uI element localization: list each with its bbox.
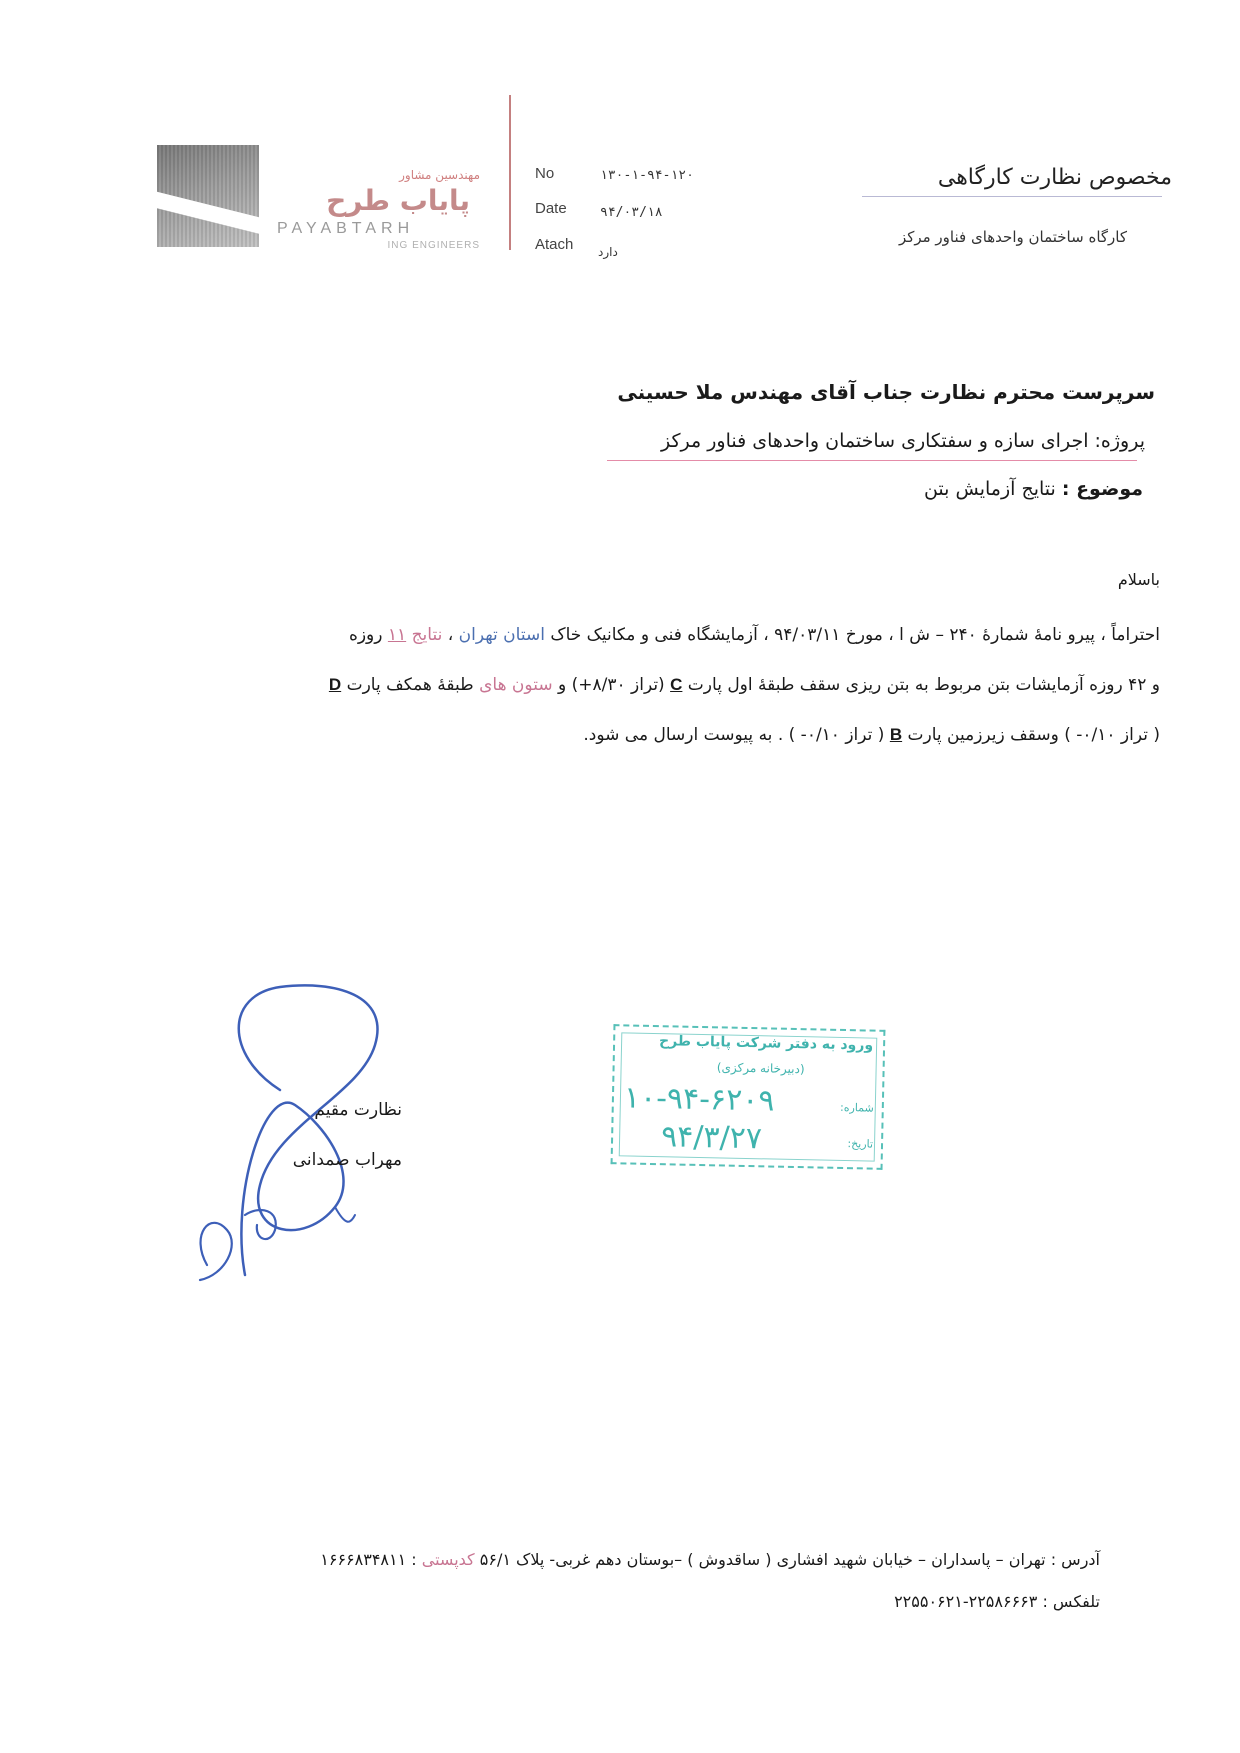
footer-postcode-value: : ۱۶۶۶۸۳۴۸۱۱ bbox=[320, 1550, 417, 1569]
subject-value: نتایج آزمایش بتن bbox=[923, 478, 1056, 500]
received-stamp bbox=[611, 1024, 886, 1170]
signature-title: نظارت مقیم bbox=[314, 1100, 402, 1120]
company-logo-image bbox=[157, 145, 259, 247]
body-line-1-results: نتایج bbox=[411, 625, 443, 645]
logo-name-en: PAYABTARH bbox=[277, 220, 415, 237]
company-logo-text bbox=[265, 160, 480, 250]
logo-small-fa: مهندسین مشاور bbox=[399, 168, 480, 182]
footer-address-text: آدرس : تهران – پاسداران – خیابان شهید افشاری ( ساقدوش ) –بوستان دهم غربی- پلاک ۵۶/۱ bbox=[479, 1550, 1100, 1569]
footer-address bbox=[320, 1550, 1100, 1569]
body-line-2-level: (تراز ۸/۳۰+) و bbox=[557, 675, 665, 695]
stamp-date-value: ۹۴/۳/۲۷ bbox=[660, 1119, 763, 1157]
project-underline bbox=[607, 460, 1137, 461]
header-subtitle: کارگاه ساختمان واحدهای فناور مرکز bbox=[898, 228, 1127, 246]
body-line-3-text: ( تراز ۰/۱۰- ) وسقف زیرزمین پارت bbox=[907, 725, 1160, 745]
stamp-number-label: شماره: bbox=[839, 1100, 874, 1115]
body-line-3-end: ( تراز ۰/۱۰- ) . به پیوست ارسال می شود. bbox=[583, 725, 885, 745]
body-line-2-columns: ستون های bbox=[479, 675, 553, 695]
date-label: Date bbox=[535, 200, 567, 217]
footer-postcode-label: کدپستی bbox=[421, 1550, 475, 1569]
part-d-letter: D bbox=[328, 675, 342, 694]
no-label: No bbox=[535, 165, 555, 182]
no-value: ۱۳۰-۱-۹۴-۱۲۰ bbox=[600, 168, 694, 183]
project-line: پروژه: اجرای سازه و سفتکاری ساختمان واحدهای فناور مرکز bbox=[661, 430, 1145, 452]
header-divider bbox=[509, 95, 511, 250]
body-line-2 bbox=[75, 660, 1160, 710]
body-line-1 bbox=[75, 610, 1160, 660]
body-line-1-comma: ، bbox=[447, 625, 454, 645]
body-line-2-floor: طبقهٔ همکف پارت bbox=[346, 675, 474, 695]
recipient-line: سرپرست محترم نظارت جناب آقای مهندس ملا حسینی bbox=[617, 380, 1155, 404]
part-c-letter: C bbox=[670, 675, 683, 694]
attach-value: دارد bbox=[598, 245, 618, 259]
subject-line bbox=[924, 478, 1143, 500]
body-line-1-text: احتراماً ، پیرو نامهٔ شمارهٔ ۲۴۰ – ش ا ، مورخ ۹۴/۰۳/۱۱ ، آزمایشگاه فنی و مکانیک خاک bbox=[550, 625, 1160, 645]
part-b-letter: B bbox=[889, 725, 903, 744]
attach-label: Atach bbox=[535, 236, 574, 253]
signature-name: مهراب صمدانی bbox=[292, 1150, 402, 1170]
body-line-2-text: و ۴۲ روزه آزمایشات بتن مربوط به بتن ریزی سقف طبقهٔ اول پارت bbox=[687, 675, 1160, 695]
body-line-1-day-word: روزه bbox=[348, 625, 383, 645]
body-line-1-days: ۱۱ bbox=[387, 625, 407, 645]
footer-phone: تلفکس : ۲۲۵۸۶۶۶۳-۲۲۵۵۰۶۲۱ bbox=[894, 1592, 1100, 1611]
logo-name-fa: پایاب طرح bbox=[326, 184, 470, 217]
stamp-number-value: ۱۰-۹۴-۶۲۰۹ bbox=[623, 1080, 775, 1119]
subject-label: موضوع : bbox=[1061, 478, 1143, 500]
date-value: ۹۴/۰۳/۱۸ bbox=[600, 205, 663, 220]
header-title: مخصوص نظارت کارگاهی bbox=[937, 165, 1172, 190]
stamp-date-label: تاریخ: bbox=[847, 1137, 874, 1151]
body-line-3 bbox=[75, 710, 1160, 760]
header-title-underline bbox=[862, 196, 1162, 197]
body-line-1-province: استان تهران bbox=[458, 625, 545, 645]
stamp-subheading: (دبیرخانه مرکزی) bbox=[716, 1060, 805, 1077]
greeting: باسلام bbox=[1117, 570, 1160, 589]
logo-sub-en: ING ENGINEERS bbox=[387, 240, 480, 251]
letter-body bbox=[75, 610, 1160, 760]
stamp-heading: ورود به دفتر شرکت پایاب طرح bbox=[658, 1033, 874, 1054]
signature-icon bbox=[185, 975, 415, 1295]
